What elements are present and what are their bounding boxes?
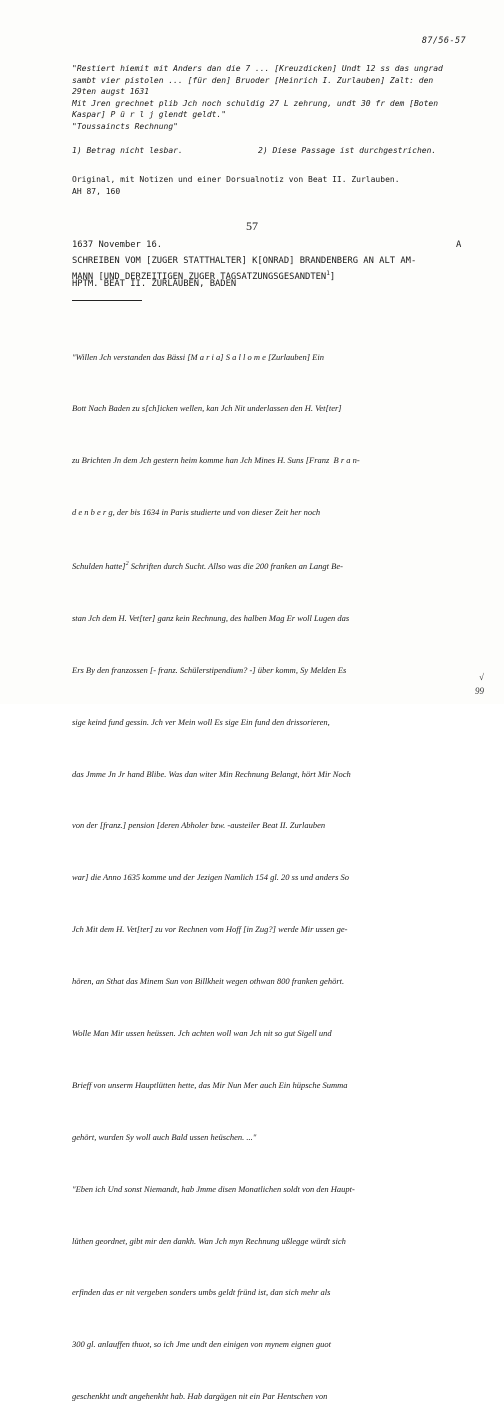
margin-check-mark: √ xyxy=(479,672,484,682)
source-note-line: Original, mit Notizen und einer Dorsualnotiz von Beat II. Zurlauben. xyxy=(72,175,400,184)
footnote-mark: 1 xyxy=(326,269,330,277)
letter-line: von der [franz.] pension [deren Abholer bzw. -austeiler Beat II. Zurlauben xyxy=(72,820,326,831)
letter-line: war] die Anno 1635 komme und der Jezigen Namlich 154 gl. 20 ss und anders So xyxy=(72,872,350,883)
letter-line: Jch Mit dem H. Vet[ter] zu vor Rechnen vom Hoff [in Zug?] werde Mir ussen ge- xyxy=(72,924,348,935)
excerpt-line: 29ten augst 1631 xyxy=(72,87,150,96)
letter-line: hören, an Sthat das Minem Sun von Billkheit wegen othwan 800 franken gehört. xyxy=(72,976,345,987)
excerpt-line: Mit Jren grechnet plib Jch noch schuldig 27 L zehrung, undt 30 fr dem [Boten xyxy=(72,98,439,108)
excerpt-line: "Toussaincts Rechnung" xyxy=(72,121,178,131)
entry-title-line: HPTM. BEAT II. ZURLAUBEN, BADEN xyxy=(72,279,237,290)
letter-line: "Willen Jch verstanden das Bässi [M a r i a] S a l l o m e [Zurlauben] Ein xyxy=(72,351,324,362)
footnote-1: 1) Betrag nicht lesbar. xyxy=(72,146,183,155)
entry-date: 1637 November 16. xyxy=(72,240,163,250)
letter-line: Bott Nach Baden zu s[ch]icken wellen, kan Jch Nit underlassen den H. Vet[ter] xyxy=(72,403,342,414)
letter-line: d e n b e r g, der bis 1634 in Paris studierte und von dieser Zeit her noch xyxy=(72,507,321,518)
letter-line: Ers By den franzossen [- franz. Schülerstipendium? -] über komm, Sy Melden Es xyxy=(72,664,347,675)
entry-number: 57 xyxy=(246,219,258,233)
letter-line: stan Jch dem H. Vet[ter] ganz kein Rechnung, des halben Mag Er woll Lugen das xyxy=(72,612,350,623)
excerpt-line: sambt vier pistolen ... [für den] Bruoder [Heinrich I. Zurlauben] Zalt: den xyxy=(72,75,434,85)
entry-title-line: SCHREIBEN VOM [ZUGER STATTHALTER] K[ONRAD] BRANDENBERG AN ALT AM- xyxy=(72,256,417,266)
letter-line: sige keind fund gessin. Jch ver Mein woll Es sige Ein fund den drissorieren, xyxy=(72,716,330,727)
letter-text xyxy=(72,314,360,1408)
letter-line: das Jmme Jn Jr hand Blibe. Was dan witer Min Rechnung Belangt, hört Mir Noch xyxy=(72,768,351,779)
excerpt-line: "Restiert hiemit mit Anders dan die 7 ... [Kreuzdicken] Undt 12 ss das ungrad xyxy=(72,64,443,73)
entry-marker: A xyxy=(456,240,462,250)
letter-line: Wolle Man Mir ussen heüssen. Jch achten woll wan Jch nit so gut Sigell und xyxy=(72,1028,332,1038)
letter-line: Brieff von unserm Hauptlütten hette, das Mir Nun Mer auch Ein hüpsche Summa xyxy=(72,1079,348,1090)
letter-line: gehört, wurden Sy woll auch Bald ussen heüschen. ..." xyxy=(72,1131,257,1142)
letter-line: erfinden das er nit vergeben sonders umbs geldt fründ ist, dan sich mehr als xyxy=(72,1287,331,1298)
excerpt-line: Kaspar] P ü r l j glendt geldt." xyxy=(72,110,227,119)
letter-line: 300 gl. anlauffen thuot, so ich Jme undt den einigen von mynem eignen guot xyxy=(72,1339,331,1350)
letter-line-part: Schulden hatte] xyxy=(72,560,126,571)
letter-line: lüthen geordnet, gibt mir den dankh. Wan Jch myn Rechnung ußlegge würdt sich xyxy=(72,1235,346,1246)
footnote-mark: 2 xyxy=(125,561,129,568)
letter-line: zu Brichten Jn dem Jch gestern heim komme han Jch Mines H. Suns [Franz B r a n- xyxy=(72,455,360,466)
source-note-line: AH 87, 160 xyxy=(72,187,121,196)
divider-rule xyxy=(72,300,142,301)
letter-line: geschenkht undt angehenkht hab. Hab dargägen nit ein Par Hentschen von xyxy=(72,1391,328,1402)
entry-title-text: MANN [UND DERZEITIGEN ZUGER TAGSATZUNGSGESANDTEN xyxy=(72,271,327,282)
letter-line xyxy=(72,556,360,575)
entry-title-bracket: ] xyxy=(329,271,336,282)
archive-reference: 87/56-57 xyxy=(421,36,466,46)
margin-page-note: 99 xyxy=(475,686,484,696)
letter-line: "Eben ich Und sonst Niemandt, hab Jmme disen Monatlichen soldt von den Haupt- xyxy=(72,1183,355,1194)
letter-line-part: Schriften durch Sucht. Allso was die 200 franken an Langt Be- xyxy=(128,560,343,571)
footnote-2: 2) Diese Passage ist durchgestrichen. xyxy=(258,146,437,155)
